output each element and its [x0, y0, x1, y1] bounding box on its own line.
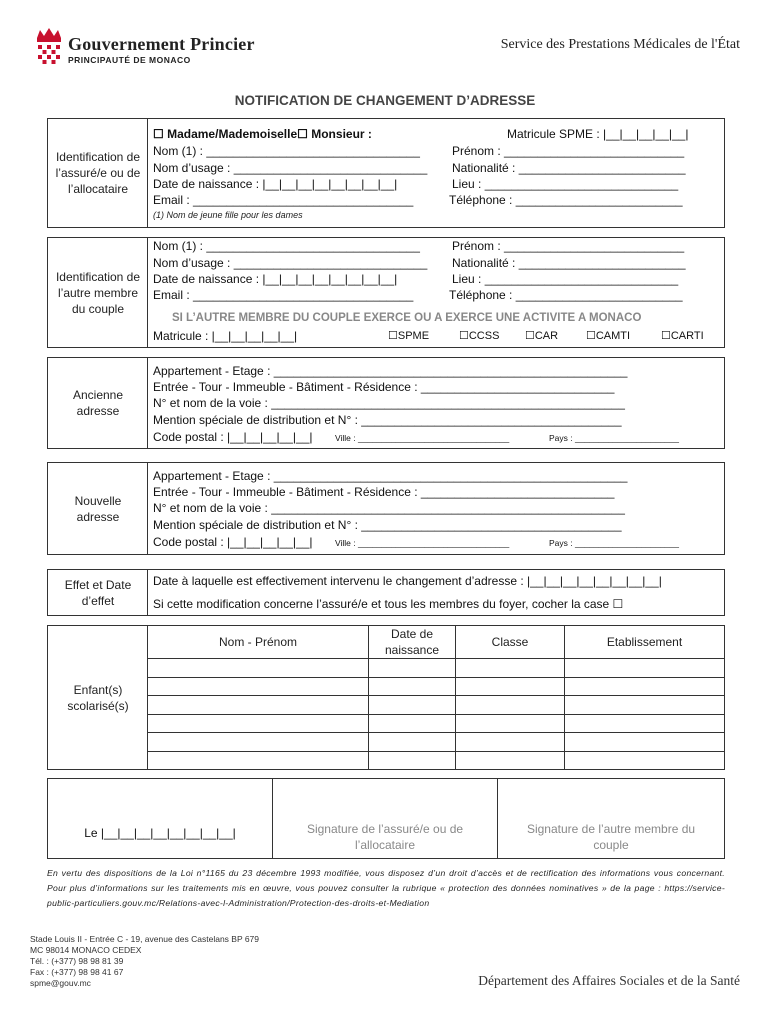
department-name: Département des Affaires Sociales et de la Santé [478, 973, 740, 988]
partner-matricule[interactable]: Matricule : |__|__|__|__|__| [153, 329, 298, 343]
old-appartement[interactable]: Appartement - Etage : _____________________________________________________ [153, 364, 628, 378]
old-pays[interactable]: Pays : ______________________ [549, 433, 679, 443]
option-spme-checkbox[interactable]: ☐SPME [388, 330, 430, 342]
table-row [148, 714, 725, 733]
new-appartement[interactable]: Appartement - Etage : _____________________________________________________ [153, 469, 628, 483]
col-date-naissance: Date de naissance [369, 626, 456, 659]
signature-partner[interactable]: Signature de l’autre membre du couple [526, 822, 696, 852]
new-voie[interactable]: N° et nom de la voie : _____________________________________________________ [153, 501, 625, 515]
org-subtitle: PRINCIPAUTÉ DE MONACO [68, 55, 191, 65]
foyer-checkbox[interactable]: Si cette modification concerne l’assuré/e et tous les membres du foyer, cocher la case ☐ [153, 597, 624, 611]
insured-dob[interactable]: Date de naissance : |__|__|__|__|__|__|__|__| [153, 177, 398, 191]
footer-address [30, 934, 259, 989]
insured-nom-usage[interactable]: Nom d’usage : _____________________________ [153, 161, 428, 175]
partner-dob[interactable]: Date de naissance : |__|__|__|__|__|__|__|__| [153, 272, 398, 286]
children-table [147, 625, 725, 770]
old-address-label: Ancienne adresse [72, 388, 124, 418]
insured-nationalite[interactable]: Nationalité : _________________________ [452, 161, 686, 175]
document-title: NOTIFICATION DE CHANGEMENT D’ADRESSE [234, 93, 536, 108]
option-camti-checkbox[interactable]: ☐CAMTI [586, 330, 631, 342]
table-row [148, 733, 725, 752]
new-mention[interactable]: Mention spéciale de distribution et N° : _______________________________________ [153, 518, 622, 532]
partner-lieu[interactable]: Lieu : _____________________________ [452, 272, 679, 286]
new-entree[interactable]: Entrée - Tour - Immeuble - Bâtiment - Résidence : _____________________________ [153, 485, 615, 499]
address-line: Fax : (+377) 98 98 41 67 [30, 967, 124, 977]
monaco-crown-logo [34, 26, 64, 66]
signature-insured[interactable]: Signature de l’assuré/e ou de l’allocataire [306, 822, 464, 852]
option-car-checkbox[interactable]: ☐CAR [525, 330, 559, 342]
partner-prenom[interactable]: Prénom : ___________________________ [452, 239, 685, 253]
effect-label: Effet et Date d’effet [64, 577, 132, 608]
partner-email[interactable]: Email : _________________________________ [153, 288, 414, 302]
monaco-activity-heading: SI L’AUTRE MEMBRE DU COUPLE EXERCE OU A EXERCE UNE ACTIVITE A MONACO [172, 312, 642, 324]
col-nom-prenom: Nom - Prénom [148, 626, 369, 659]
insured-matricule[interactable]: Matricule SPME : |__|__|__|__|__| [507, 127, 689, 141]
table-row [148, 659, 725, 678]
address-line: Tél. : (+377) 98 98 81 39 [30, 956, 124, 966]
children-label: Enfant(s) scolarisé(s) [67, 682, 129, 713]
insured-email[interactable]: Email : _________________________________ [153, 193, 414, 207]
new-code-postal[interactable]: Code postal : |__|__|__|__|__| [153, 535, 313, 549]
new-address-label: Nouvelle adresse [74, 493, 122, 524]
civility-checkboxes[interactable]: ☐ Madame/Mademoiselle☐ Monsieur : [153, 127, 372, 141]
maiden-name-note: (1) Nom de jeune fille pour les dames [153, 210, 303, 220]
col-etablissement: Etablissement [565, 626, 725, 659]
option-ccss-checkbox[interactable]: ☐CCSS [459, 330, 500, 342]
new-ville[interactable]: Ville : ________________________________ [335, 538, 510, 548]
new-pays[interactable]: Pays : ______________________ [549, 538, 679, 548]
service-name: Service des Prestations Médicales de l'État [500, 37, 740, 52]
old-ville[interactable]: Ville : ________________________________ [335, 433, 510, 443]
partner-nationalite[interactable]: Nationalité : _________________________ [452, 256, 686, 270]
insured-telephone[interactable]: Téléphone : _________________________ [449, 193, 683, 207]
address-line: Stade Louis II - Entrée C - 19, avenue des Castelans BP 679 [30, 934, 260, 944]
table-row [148, 696, 725, 715]
insured-lieu[interactable]: Lieu : _____________________________ [452, 177, 679, 191]
insured-section-label: Identification de l’assuré/e ou de l’allocataire [55, 150, 141, 196]
legal-notice: En vertu des dispositions de la Loi n°1165 du 23 décembre 1993 modifiée, vous disposez d’un droit d’accès et de rectification des informations vous concernant. Pour plus d’informations sur les traitements mis en œuvre, vous pouvez consulter la rubrique « protection des données nominatives » de la page : https://service-public-particuliers.gouv.mc/Relations-avec-l-Administration/Protection-des-droits-et-Mediation [47, 868, 725, 908]
old-code-postal[interactable]: Code postal : |__|__|__|__|__| [153, 430, 313, 444]
address-email: spme@gouv.mc [30, 978, 91, 988]
signature-date[interactable]: Le |__|__|__|__|__|__|__|__| [84, 826, 236, 840]
partner-nom[interactable]: Nom (1) : ________________________________ [153, 239, 420, 253]
old-voie[interactable]: N° et nom de la voie : _____________________________________________________ [153, 396, 625, 410]
insured-nom[interactable]: Nom (1) : ________________________________ [153, 144, 420, 158]
table-row [148, 677, 725, 696]
partner-telephone[interactable]: Téléphone : _________________________ [449, 288, 683, 302]
insured-prenom[interactable]: Prénom : ___________________________ [452, 144, 685, 158]
old-mention[interactable]: Mention spéciale de distribution et N° : _______________________________________ [153, 413, 622, 427]
col-classe: Classe [456, 626, 565, 659]
partner-nom-usage[interactable]: Nom d’usage : _____________________________ [153, 256, 428, 270]
table-row [148, 751, 725, 770]
partner-section-label: Identification de l’autre membre du couple [55, 269, 141, 316]
old-entree[interactable]: Entrée - Tour - Immeuble - Bâtiment - Résidence : _____________________________ [153, 380, 615, 394]
org-title: Gouvernement Princier [68, 34, 255, 54]
effect-date[interactable]: Date à laquelle est effectivement intervenu le changement d’adresse : |__|__|__|__|__|__|__|__| [153, 574, 662, 588]
address-line: MC 98014 MONACO CEDEX [30, 945, 142, 955]
option-carti-checkbox[interactable]: ☐CARTI [661, 330, 704, 342]
